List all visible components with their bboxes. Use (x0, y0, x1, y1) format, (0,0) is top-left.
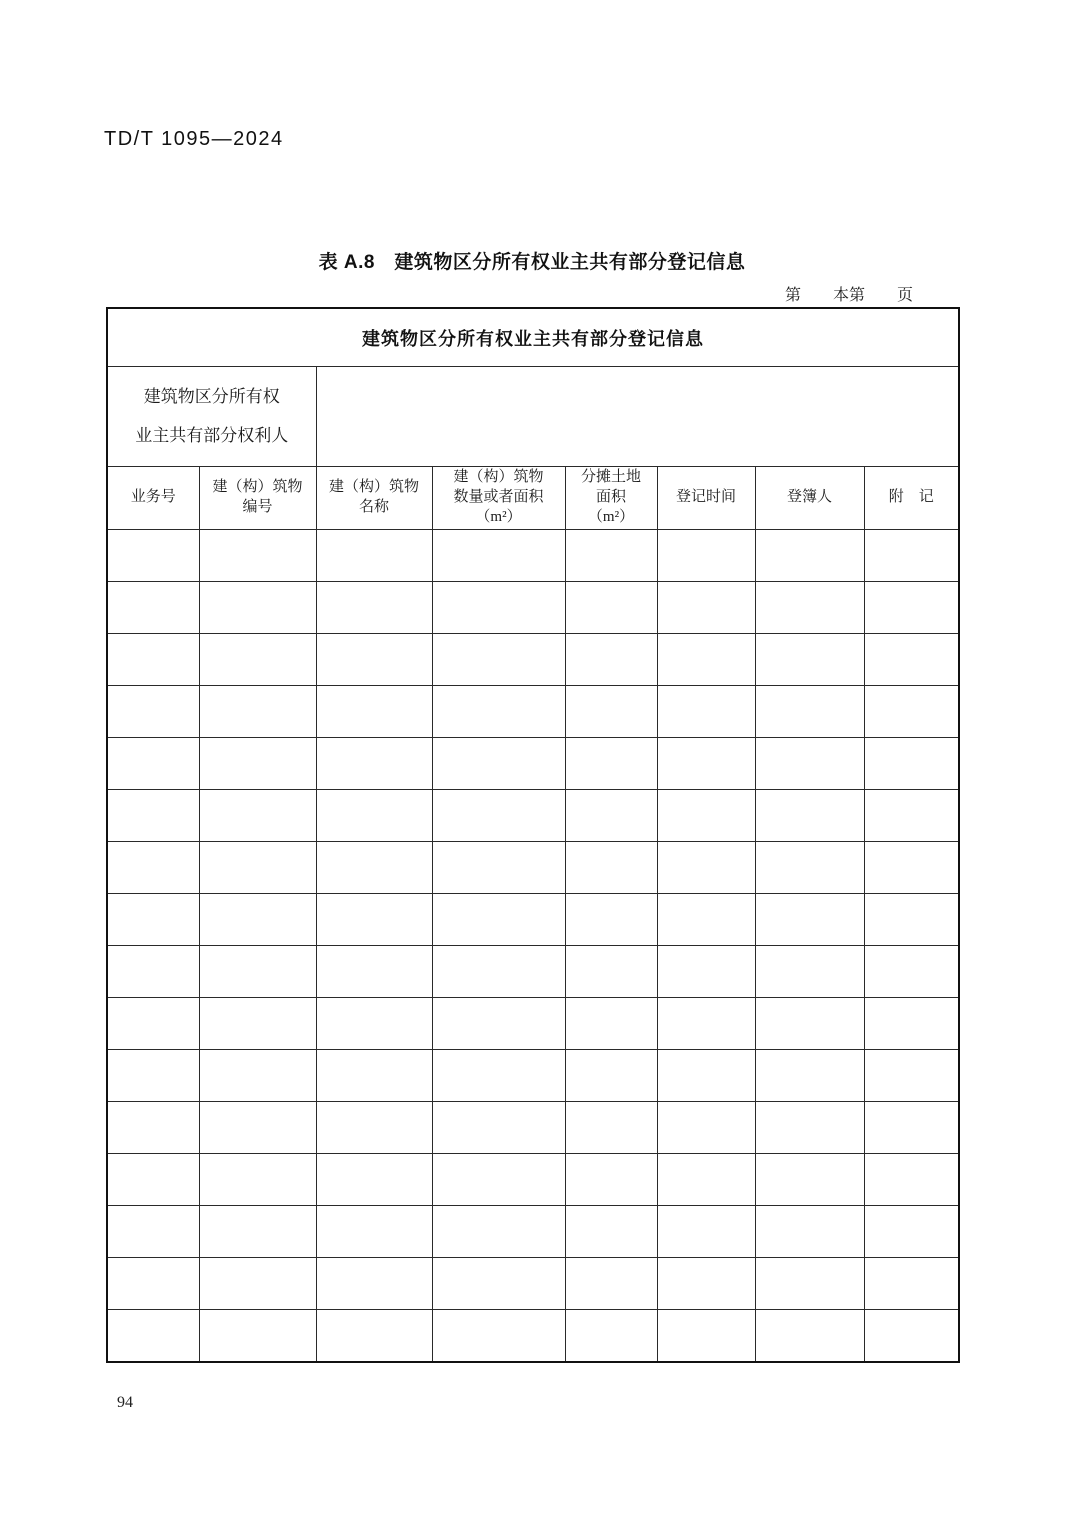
empty-cell (107, 1154, 199, 1206)
rights-holder-row (107, 367, 959, 467)
empty-cell (864, 894, 959, 946)
empty-cell (199, 998, 316, 1050)
empty-cell (657, 634, 755, 686)
empty-cell (755, 1102, 864, 1154)
empty-cell (432, 1206, 565, 1258)
empty-cell (565, 842, 657, 894)
empty-cell (565, 1310, 657, 1363)
empty-cell (755, 998, 864, 1050)
empty-cell (199, 1050, 316, 1102)
empty-cell (864, 790, 959, 842)
table-row (107, 1050, 959, 1102)
column-header-3: 建（构）筑物 名称 (316, 467, 432, 530)
empty-cell (107, 1258, 199, 1310)
column-header-4: 建（构）筑物 数量或者面积 （m²） (432, 467, 565, 530)
table-row (107, 946, 959, 998)
empty-cell (755, 738, 864, 790)
table-row (107, 1310, 959, 1363)
empty-cell (199, 582, 316, 634)
table-row (107, 530, 959, 582)
table-row (107, 1206, 959, 1258)
empty-cell (199, 946, 316, 998)
empty-cell (432, 998, 565, 1050)
empty-cell (316, 1258, 432, 1310)
empty-cell (864, 946, 959, 998)
column-header-7: 登簿人 (755, 467, 864, 530)
empty-cell (432, 738, 565, 790)
empty-cell (864, 530, 959, 582)
empty-cell (199, 530, 316, 582)
empty-cell (199, 738, 316, 790)
empty-cell (107, 738, 199, 790)
empty-cell (565, 1258, 657, 1310)
empty-cell (657, 686, 755, 738)
column-header-8: 附 记 (864, 467, 959, 530)
table-row (107, 634, 959, 686)
empty-cell (565, 946, 657, 998)
empty-cell (657, 946, 755, 998)
table-row (107, 894, 959, 946)
empty-cell (107, 686, 199, 738)
empty-cell (657, 1258, 755, 1310)
empty-cell (199, 1102, 316, 1154)
empty-cell (864, 842, 959, 894)
table-row (107, 842, 959, 894)
empty-cell (316, 1206, 432, 1258)
empty-cell (565, 790, 657, 842)
empty-cell (657, 1310, 755, 1363)
rights-holder-label-line2: 业主共有部分权利人 (135, 425, 289, 445)
empty-cell (107, 1206, 199, 1258)
empty-cell (657, 1050, 755, 1102)
empty-cell (316, 894, 432, 946)
empty-cell (199, 634, 316, 686)
table-title-row (107, 308, 959, 367)
empty-cell (199, 842, 316, 894)
empty-cell (565, 1050, 657, 1102)
empty-cell (199, 1154, 316, 1206)
empty-cell (432, 1154, 565, 1206)
empty-cell (565, 530, 657, 582)
empty-cell (755, 530, 864, 582)
empty-cell (199, 894, 316, 946)
table-row (107, 1258, 959, 1310)
empty-cell (864, 1310, 959, 1363)
empty-cell (864, 634, 959, 686)
empty-cell (316, 946, 432, 998)
empty-cell (107, 582, 199, 634)
empty-cell (864, 1206, 959, 1258)
empty-cell (199, 1258, 316, 1310)
empty-cell (107, 530, 199, 582)
empty-cell (864, 998, 959, 1050)
empty-cell (565, 1154, 657, 1206)
table-row (107, 1102, 959, 1154)
column-header-2: 建（构）筑物 编号 (199, 467, 316, 530)
registration-table (106, 307, 960, 1363)
empty-cell (432, 1258, 565, 1310)
empty-cell (432, 634, 565, 686)
rights-holder-value-cell (316, 367, 959, 467)
table-row (107, 1154, 959, 1206)
empty-cell (565, 1102, 657, 1154)
empty-cell (755, 1206, 864, 1258)
page-number: 94 (117, 1394, 133, 1411)
empty-cell (657, 738, 755, 790)
empty-cell (107, 790, 199, 842)
empty-cell (199, 1206, 316, 1258)
empty-cell (432, 790, 565, 842)
empty-cell (657, 530, 755, 582)
empty-cell (432, 842, 565, 894)
empty-cell (107, 946, 199, 998)
empty-cell (755, 842, 864, 894)
empty-cell (755, 1310, 864, 1363)
empty-cell (657, 1102, 755, 1154)
empty-cell (755, 634, 864, 686)
empty-cell (316, 998, 432, 1050)
volume-page-indicator: 第 本第 页 (784, 287, 913, 304)
rights-holder-label-line1: 建筑物区分所有权 (143, 386, 280, 406)
empty-cell (316, 1154, 432, 1206)
empty-cell (755, 946, 864, 998)
empty-cell (199, 1310, 316, 1363)
empty-cell (565, 582, 657, 634)
table-row (107, 686, 959, 738)
table-title: 建筑物区分所有权业主共有部分登记信息 (107, 308, 959, 367)
empty-cell (199, 790, 316, 842)
empty-cell (432, 1050, 565, 1102)
empty-cell (107, 634, 199, 686)
empty-cell (316, 634, 432, 686)
table-row (107, 998, 959, 1050)
empty-cell (864, 1258, 959, 1310)
table-row (107, 582, 959, 634)
empty-cell (107, 842, 199, 894)
empty-cell (107, 1310, 199, 1363)
empty-cell (657, 1206, 755, 1258)
empty-cell (432, 946, 565, 998)
empty-cell (199, 686, 316, 738)
empty-cell (432, 530, 565, 582)
rights-holder-label (107, 367, 316, 467)
empty-cell (565, 686, 657, 738)
column-header-1: 业务号 (107, 467, 199, 530)
empty-cell (565, 894, 657, 946)
empty-cell (864, 1154, 959, 1206)
empty-cell (316, 790, 432, 842)
empty-cell (107, 894, 199, 946)
empty-cell (107, 1050, 199, 1102)
empty-cell (864, 738, 959, 790)
empty-cell (565, 998, 657, 1050)
empty-cell (432, 1310, 565, 1363)
empty-cell (864, 1102, 959, 1154)
empty-cell (755, 582, 864, 634)
empty-cell (316, 582, 432, 634)
empty-cell (657, 894, 755, 946)
empty-cell (657, 842, 755, 894)
empty-cell (657, 582, 755, 634)
empty-cell (755, 790, 864, 842)
empty-cell (316, 1310, 432, 1363)
empty-cell (316, 530, 432, 582)
empty-cell (316, 1102, 432, 1154)
empty-cell (565, 634, 657, 686)
empty-cell (657, 790, 755, 842)
empty-cell (107, 998, 199, 1050)
empty-cell (432, 1102, 565, 1154)
empty-cell (755, 1258, 864, 1310)
empty-cell (657, 1154, 755, 1206)
empty-cell (432, 894, 565, 946)
empty-cell (316, 738, 432, 790)
empty-cell (432, 582, 565, 634)
table-row (107, 790, 959, 842)
empty-cell (432, 686, 565, 738)
empty-cell (316, 842, 432, 894)
column-header-row (107, 467, 959, 530)
column-header-5: 分摊土地 面积 （m²） (565, 467, 657, 530)
empty-cell (864, 582, 959, 634)
empty-cell (864, 1050, 959, 1102)
empty-cell (864, 686, 959, 738)
table-row (107, 738, 959, 790)
empty-cell (755, 1154, 864, 1206)
empty-cell (657, 998, 755, 1050)
empty-cell (107, 1102, 199, 1154)
empty-cell (755, 1050, 864, 1102)
standard-number: TD/T 1095—2024 (104, 128, 284, 150)
table-caption: 表 A.8 建筑物区分所有权业主共有部分登记信息 (318, 252, 746, 273)
empty-cell (316, 1050, 432, 1102)
empty-cell (755, 894, 864, 946)
empty-cell (565, 1206, 657, 1258)
empty-cell (316, 686, 432, 738)
column-header-6: 登记时间 (657, 467, 755, 530)
empty-cell (565, 738, 657, 790)
empty-cell (755, 686, 864, 738)
